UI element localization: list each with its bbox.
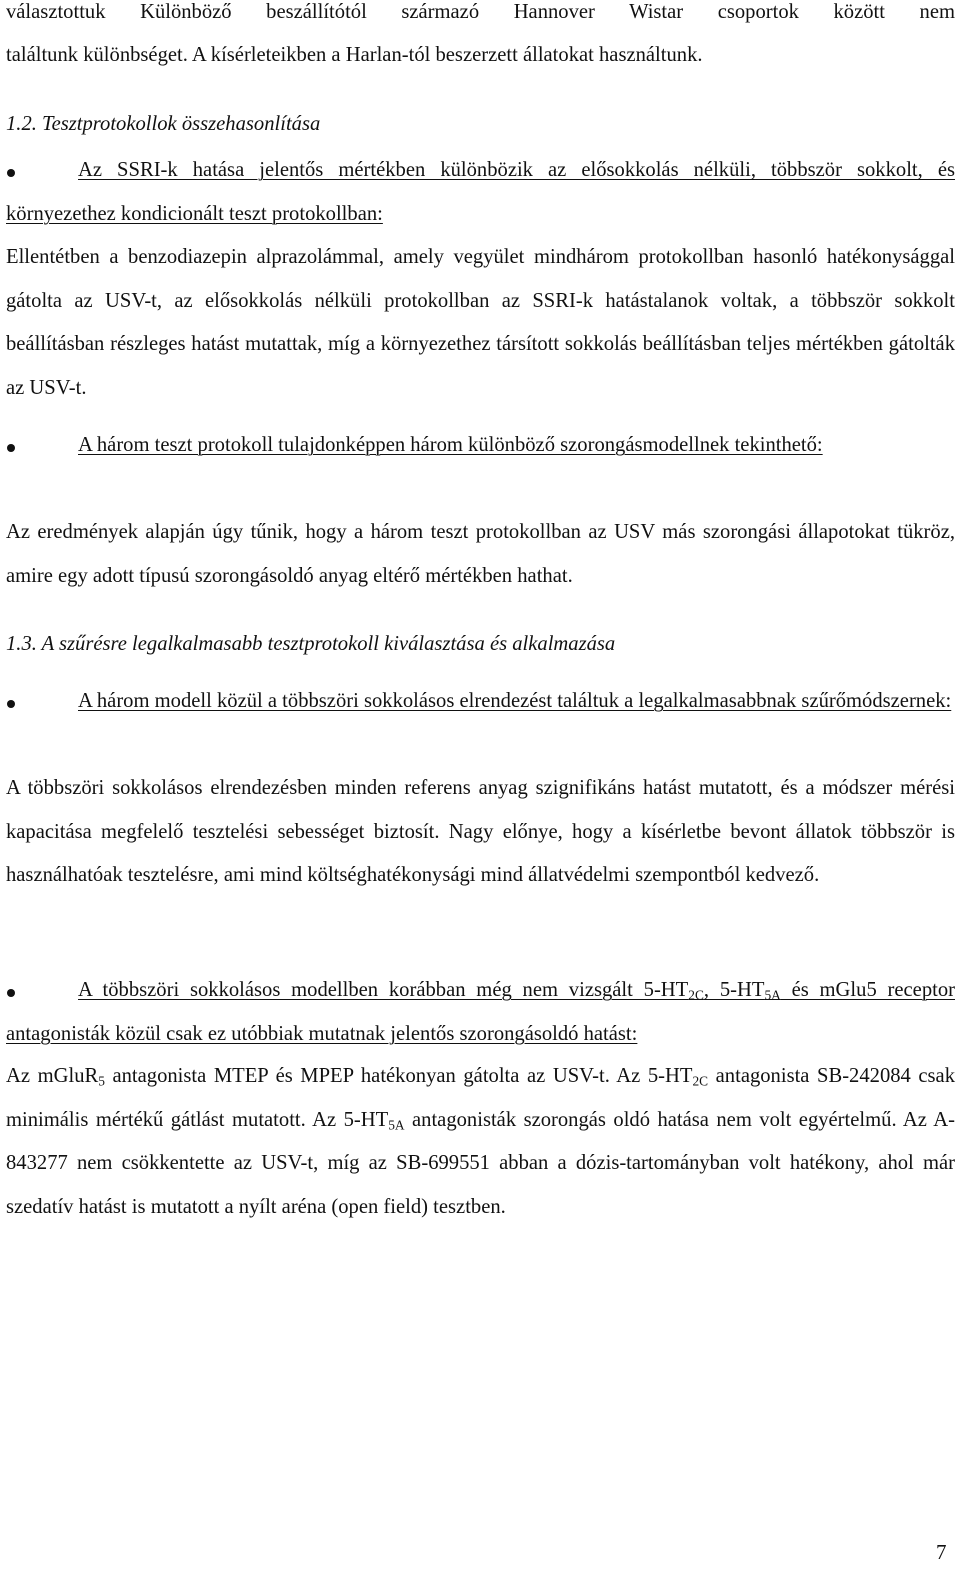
section-1-3-bullet-2: A többszöri sokkolásos modellben korábban még nem vizsgált $5-HT_{2C}$, $5-HT_{5A}$ és mGlu5 receptor antagonisták közül csak ez utóbbiak mutatnak jelentős szorongásoldó hatást: — [6, 979, 955, 1045]
page-number: 7 — [936, 1540, 947, 1564]
intro-line-1: választottuk Különböző beszállítótól származó Hannover Wistar csoportok között nem — [6, 1, 955, 23]
section-1-3-paragraph-1: A többszöri sokkolásos elrendezésben minden referens anyag szignifikáns hatást mutatott, és a módszer mérési kapacitása megfelelő tesztelési sebességet biztosít. Nagy előnye, hogy a kísérletbe bevont állatok többször is használhatóak tesztelésre, ami mind költséghatékonysági mind állatvédelmi szempontból kedvező. — [6, 777, 955, 886]
section-1-2-paragraph-2: Az eredmények alapján úgy tűnik, hogy a három teszt protokollban az USV más szorongási állapotokat tükröz, amire egy adott típusú szorongásoldó anyag eltérő mértékben hathat. — [6, 521, 955, 587]
section-1-3-paragraph-2: Az mGluR$_5$ antagonista MTEP és MPEP hatékonyan gátolta az USV-t. Az $5-HT_{2C}$ antagonista SB-242084 csak minimális mértékű gátlást mutatott. Az $5-HT_{5A}$ antagonisták szorongás oldó hatása nem volt egyértelmű. Az A-843277 nem csökkentette az USV-t, míg az SB-699551 abban a dózis-tartományban volt hatékony, ahol már szedatív hatást is mutatott a nyílt aréna (open field) tesztben. — [6, 1065, 955, 1218]
section-1-2-bullet-2: A három teszt protokoll tulajdonképpen három különböző szorongásmodellnek tekinthető: — [78, 434, 823, 456]
section-1-3-heading: 1.3. A szűrésre legalkalmasabb tesztprotokoll kiválasztása és alkalmazása — [6, 633, 616, 655]
section-1-2-bullet-1: Az SSRI-k hatása jelentős mértékben különbözik az elősokkolás nélküli, többször sokkolt, és környezethez kondicionált teszt protokollban: — [6, 159, 955, 225]
section-1-2-heading: 1.2. Tesztprotokollok összehasonlítása — [6, 113, 321, 135]
section-1-3-bullet-1: A három modell közül a többszöri sokkolásos elrendezést találtuk a legalkalmasabbnak szűrőmódszernek: — [78, 690, 952, 712]
intro-line-2: találtunk különbséget. A kísérleteikben a Harlan-tól beszerzett állatokat használtunk. — [6, 44, 703, 66]
section-1-2-paragraph-1: Ellentétben a benzodiazepin alprazolámmal, amely vegyület mindhárom protokollban hasonló hatékonysággal gátolta az USV-t, az elősokkolás nélküli protokollban az SSRI-k hatástalanok voltak, a többször sokkolt beállításban részleges hatást mutattak, míg a környezethez társított sokkolás beállításban teljes mértékben gátolták az USV-t. — [6, 246, 955, 399]
